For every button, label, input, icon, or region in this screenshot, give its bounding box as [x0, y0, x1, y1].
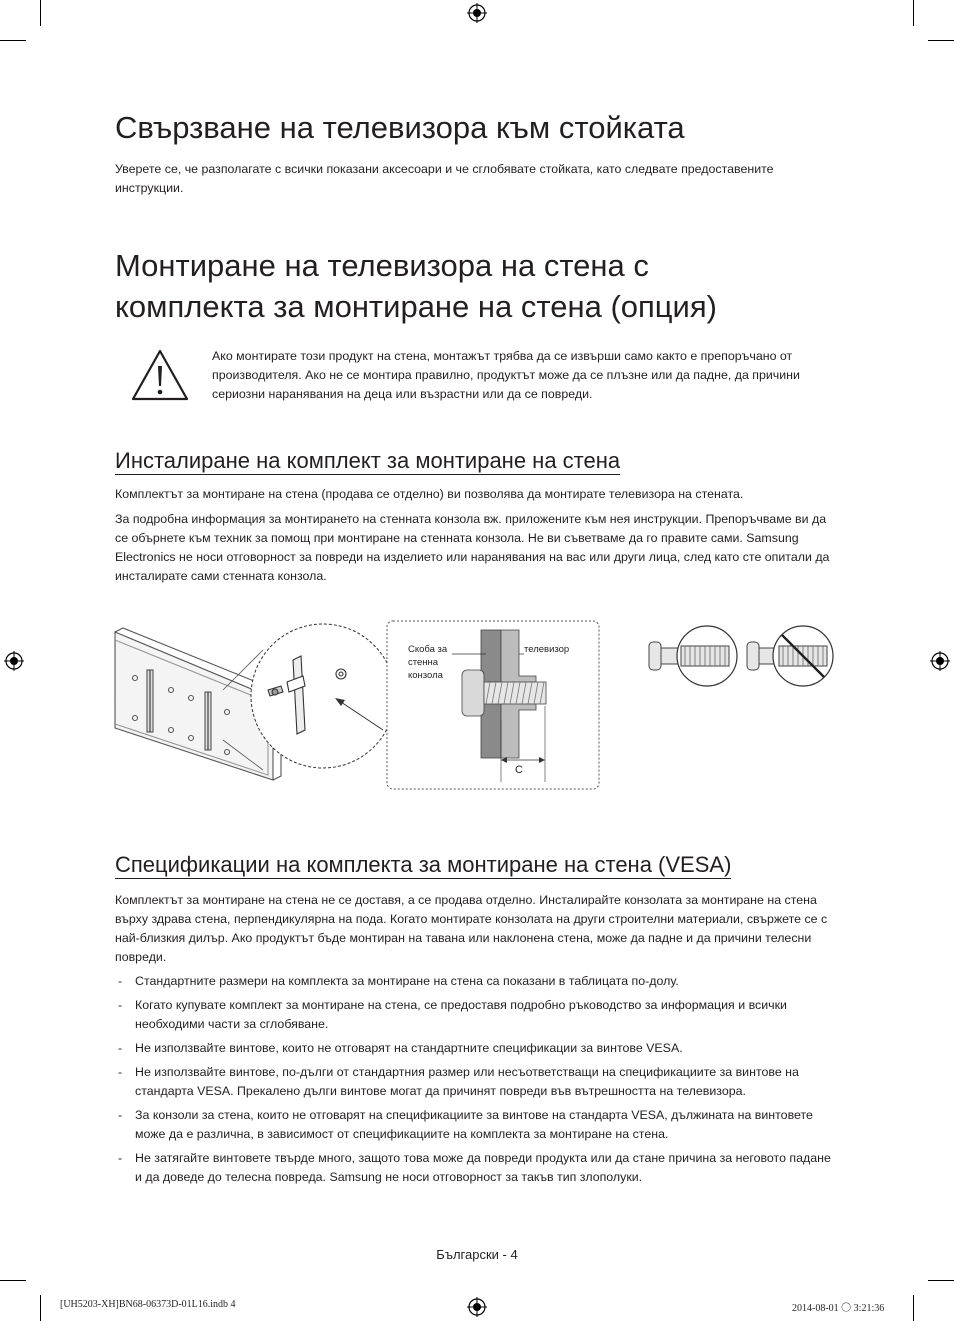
wall-mount-title-line2: комплекта за монтиране на стена (опция)	[115, 289, 717, 324]
list-item-text: За конзоли за стена, които не отговарят на спецификациите за винтове на стандарта VESA, дължината на винтовете може да е различна, в зависимост от спецификациите на комплекта за монтиране на стена.	[135, 1108, 813, 1141]
bracket-label	[408, 643, 447, 682]
install-para-2: За подробна информация за монтирането на стенната конзола вж. приложените към нея инструкции. Препоръчваме ви да се обърнете към техник за помощ при монтиране на стенната конзола. Не ви съветваме да го правите сами. Samsung Electronics не носи отговорност за повреди на изделието или наранявания на вас или други лица, след като сте опитали да инсталирате сами стенната конзола.	[115, 512, 830, 583]
warning-triangle-icon	[130, 348, 190, 402]
bracket-label-line: Скоба за	[408, 644, 448, 655]
list-item-text: Не използвайте винтове, които не отговарят на стандартните спецификации за винтове VESA.	[135, 1041, 683, 1055]
vesa-subtitle-text: Спецификации на комплекта за монтиране на стена (VESA)	[115, 852, 732, 877]
registration-mark-icon	[467, 3, 487, 23]
install-subtitle-text: Инсталиране на комплект за монтиране на стена	[115, 448, 621, 473]
screw-length-comparison	[645, 620, 840, 692]
stand-section-title: Свързване на телевизора към стойката	[115, 110, 685, 145]
page-number-text: Български - 4	[436, 1247, 518, 1262]
bracket-label-line: конзола	[408, 670, 443, 681]
correct-screw-icon	[649, 626, 737, 686]
registration-mark-icon	[467, 1297, 487, 1317]
crop-mark	[928, 1280, 954, 1281]
bracket-label-line: стенна	[408, 657, 439, 668]
crop-mark	[913, 1295, 914, 1321]
crop-mark	[913, 0, 914, 26]
tv-label: телевизор	[524, 644, 570, 655]
wall-mount-title-line1: Монтиране на телевизора на стена с	[115, 248, 649, 283]
vesa-bullet-list	[115, 972, 840, 1192]
vesa-intro: Комплектът за монтиране на стена не се доставя, а се продава отделно. Инсталирайте конзолата за монтиране на стена върху здрава стена, перпендикулярна на пода. Когато монтирате конзолата на други строителни материали, свържете се с най-близкия дилър. Ако продуктът бъде монтиран на тавана или наклонена стена, може да падне и да причини телесни повреди.	[115, 893, 828, 964]
list-item: - Стандартните размери на комплекта за монтиране на стена са показани в таблицата по-долу.	[118, 974, 679, 988]
crop-mark	[928, 40, 954, 41]
incorrect-screw-icon	[747, 626, 833, 686]
crop-mark	[40, 0, 41, 26]
print-file-info: [UH5203-XH]BN68-06373D-01L16.indb 4	[60, 1299, 236, 1310]
vesa-subtitle	[115, 852, 731, 878]
list-item: - Когато купувате комплект за монтиране на стена, се предоставя подробно ръководство за информация и всички необходими части за сглобяване.	[118, 998, 787, 1031]
list-item-text: Стандартните размери на комплекта за монтиране на стена са показани в таблицата по-долу.	[135, 974, 679, 988]
list-item: - За конзоли за стена, които не отговарят на спецификациите за винтове на стандарта VESA, дължината на винтовете може да е различна, в зависимост от спецификациите на комплекта за монтиране на стена.	[118, 1108, 813, 1141]
install-para-1: Комплектът за монтиране на стена (продава се отделно) ви позволява да монтирате телевизора на стената.	[115, 487, 744, 501]
crop-mark	[0, 40, 26, 41]
install-subtitle	[115, 448, 620, 474]
registration-mark-icon	[4, 651, 24, 671]
page-number	[0, 1247, 954, 1262]
dimension-c-label: C	[515, 764, 523, 776]
list-item-text: Не затягайте винтовете твърде много, защото това може да повреди продукта или да стане причина за неговото падане и да доведе до телесна повреда. Samsung не носи отговорност за такъв тип злополуки.	[135, 1151, 831, 1184]
crop-mark	[40, 1295, 41, 1321]
list-item-text: Когато купувате комплект за монтиране на стена, се предоставя подробно ръководство за информация и всички необходими части за сглобяване.	[135, 998, 787, 1031]
list-item: - Не използвайте винтове, по-дълги от стандартния размер или несъответстващи на спецификациите за винтове на стандарта VESA. Прекалено дълги винтове могат да причинят повреди във вътрешността на телевизора.	[118, 1065, 799, 1098]
list-item-text: Не използвайте винтове, по-дълги от стандартния размер или несъответстващи на спецификациите за винтове на стандарта VESA. Прекалено дълги винтове могат да причинят повреди във вътрешността на телевизора.	[135, 1065, 799, 1098]
list-item: - Не използвайте винтове, които не отговарят на стандартните спецификации за винтове VESA.	[118, 1041, 683, 1055]
crop-mark	[0, 1280, 26, 1281]
warning-text: Ако монтирате този продукт на стена, монтажът трябва да се извърши само както е препоръчано от производителя. Ако не се монтира правилно, продуктът може да се плъзне или да падне, да причини сериозни наранявания на деца или възрастни или да се повреди.	[212, 349, 800, 401]
list-item: - Не затягайте винтовете твърде много, защото това може да повреди продукта или да стане причина за неговото падане и да доведе до телесна повреда. Samsung не носи отговорност за такъв тип злополуки.	[118, 1151, 831, 1184]
stand-section-body: Уверете се, че разполагате с всички показани аксесоари и че сглобявате стойката, като следвате предоставените инструкции.	[115, 162, 774, 195]
print-datetime: 2014-08-01 〇 3:21:36	[792, 1303, 885, 1314]
tv-wall-mount-illustration	[113, 620, 403, 782]
registration-mark-icon	[930, 651, 950, 671]
